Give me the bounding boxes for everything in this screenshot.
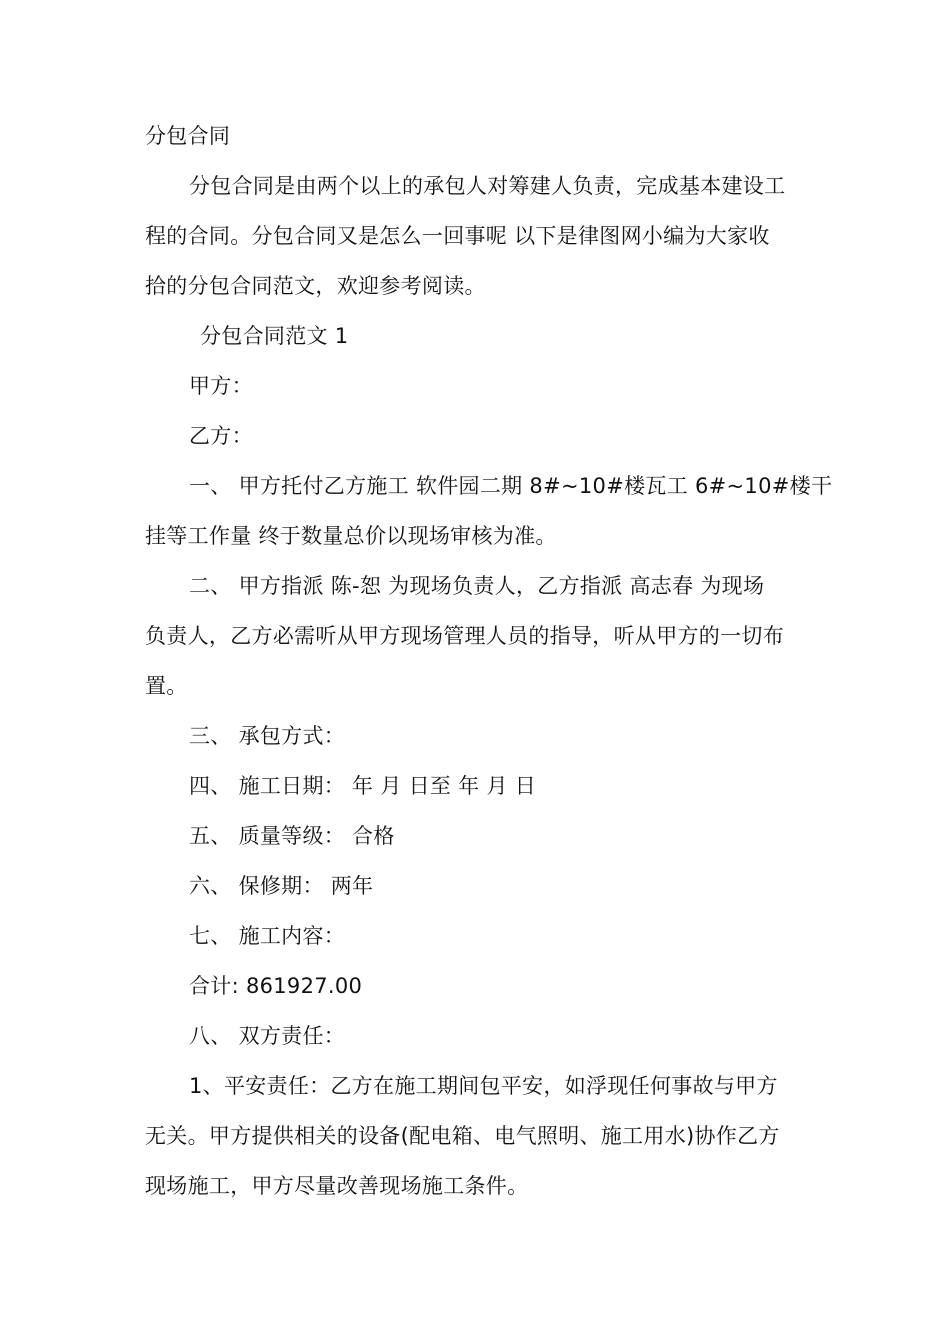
paragraph-line: 拾的分包合同范文，欢迎参考阅读。 <box>145 274 486 298</box>
clause-line: 置。 <box>145 674 188 698</box>
clause-line: 七、 施工内容： <box>189 924 346 948</box>
clause-line: 现场施工，甲方尽量改善现场施工条件。 <box>145 1174 529 1198</box>
paragraph-line: 程的合同。分包合同又是怎么一回事呢 以下是律图网小编为大家收 <box>145 224 770 248</box>
clause-line: 负责人，乙方必需听从甲方现场管理人员的指导，听从甲方的一切布 <box>145 624 784 648</box>
total-line: 合计: 861927.00 <box>189 974 363 998</box>
clause-line: 六、 保修期： 两年 <box>189 874 374 898</box>
party-b-line: 乙方： <box>189 424 253 448</box>
clause-line: 三、 承包方式： <box>189 724 346 748</box>
paragraph-line: 分包合同是由两个以上的承包人对筹建人负责，完成基本建设工 <box>189 174 786 198</box>
clause-line: 五、 质量等级： 合格 <box>189 824 395 848</box>
document-title: 分包合同 <box>145 124 231 148</box>
clause-line: 二、 甲方指派 陈-恕 为现场负责人，乙方指派 高志春 为现场 <box>189 574 765 598</box>
clause-line: 无关。甲方提供相关的设备(配电箱、电气照明、施工用水)协作乙方 <box>145 1124 780 1148</box>
party-a-line: 甲方： <box>189 374 253 398</box>
clause-line: 八、 双方责任： <box>189 1024 346 1048</box>
clause-line: 一、 甲方托付乙方施工 软件园二期 8#~10#楼瓦工 6#~10#楼干 <box>189 474 833 498</box>
clause-line: 四、 施工日期： 年 月 日至 年 月 日 <box>189 774 537 798</box>
clause-line: 挂等工作量 终于数量总价以现场审核为准。 <box>145 524 557 548</box>
clause-line: 1、平安责任：乙方在施工期间包平安，如浮现任何事故与甲方 <box>189 1074 778 1098</box>
section-heading: 分包合同范文 1 <box>200 324 349 348</box>
